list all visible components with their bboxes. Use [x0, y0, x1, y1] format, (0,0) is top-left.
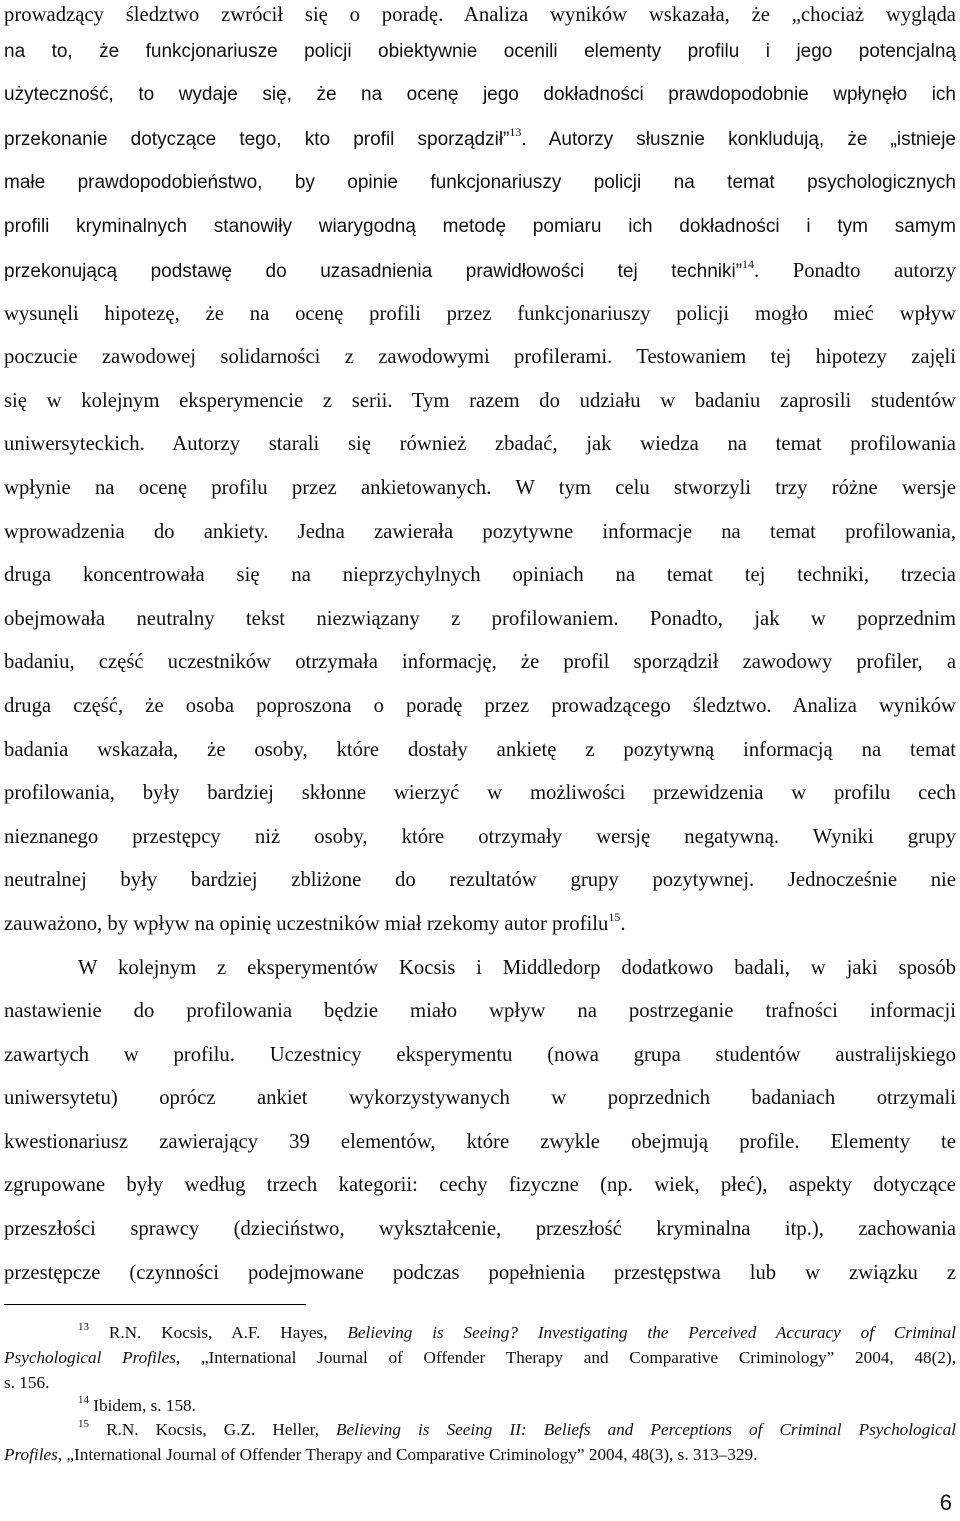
body-line: badania wskazała, że osoby, które dostały ankietę z pozytywną informacją na temat	[4, 739, 956, 761]
footnote-title: Believing is Seeing? Investigating the Perceived Accuracy of Criminal	[347, 1323, 956, 1342]
body-line: wpłynie na ocenę profilu przez ankietowanych. W tym celu stworzyli trzy różne wersje	[4, 477, 956, 499]
footnote-text: R.N. Kocsis, A.F. Hayes,	[89, 1323, 348, 1342]
footnote-ref: 15	[608, 910, 621, 925]
body-line: uniwersytetu) oprócz ankiet wykorzystywanych w poprzednich badaniach otrzymali	[4, 1087, 956, 1109]
body-line: profili kryminalnych stanowiły wiarygodną metodę pomiaru ich dokładności i tym samym	[4, 216, 956, 237]
body-line: wysunęli hipotezę, że na ocenę profili przez funkcjonariuszy policji mogło mieć wpływ	[4, 303, 956, 325]
footnote-ref: 13	[509, 125, 522, 140]
page-number: 6	[939, 1490, 952, 1515]
body-line: poczucie zawodowej solidarności z zawodowymi profilerami. Testowaniem tej hipotezy zajęli	[4, 346, 956, 368]
body-line: nieznanego przestępcy niż osoby, które otrzymały wersję negatywną. Wyniki grupy	[4, 826, 956, 848]
footnote-text: R.N. Kocsis, G.Z. Heller,	[89, 1420, 337, 1439]
body-line	[4, 256, 956, 286]
footnote-number: 13	[78, 1321, 89, 1334]
body-line: zgrupowane były według trzech kategorii: cechy fizyczne (np. wiek, płeć), aspekty dotyczące	[4, 1174, 956, 1196]
body-line: obejmowała neutralny tekst niezwiązany z profilowaniem. Ponadto, jak w poprzednim	[4, 608, 956, 630]
body-line	[4, 124, 956, 154]
body-line: badaniu, część uczestników otrzymała informację, że profil sporządził zawodowy profiler, a	[4, 651, 956, 673]
footnote-title: Psychological Profiles	[4, 1348, 176, 1367]
body-line: prowadzący śledztwo zwrócił się o poradę. Analiza wyników wskazała, że „chociaż wygląda	[4, 4, 956, 26]
body-line: druga część, że osoba poproszona o poradę przez prowadzącego śledztwo. Analiza wyników	[4, 695, 956, 717]
body-line: druga koncentrowała się na nieprzychylnych opiniach na temat tej techniki, trzecia	[4, 564, 956, 586]
footnote-13	[78, 1321, 956, 1345]
footnote-number: 14	[78, 1394, 89, 1407]
body-line: zawartych w profilu. Uczestnicy eksperymentu (nowa grupa studentów australijskiego	[4, 1044, 956, 1066]
body-line: nastawienie do profilowania będzie miało wpływ na postrzeganie trafności informacji	[4, 1000, 956, 1022]
body-line	[4, 909, 956, 939]
footnote-15-cont	[4, 1443, 956, 1467]
footnote-13-cont: s. 156.	[4, 1373, 50, 1392]
body-line: neutralnej były bardziej zbliżone do rezultatów grupy pozytywnej. Jednocześnie nie	[4, 869, 956, 891]
body-line: uniwersyteckich. Autorzy starali się również zbadać, jak wiedza na temat profilowania	[4, 433, 956, 455]
body-text: przekonanie dotyczące tego, kto profil sporządził”	[4, 129, 510, 150]
footnote-ref: 14	[742, 257, 755, 272]
footnote-text: , „International Journal of Offender Therapy and Comparative Criminology” 2004, 48(3), s. 313–329.	[57, 1445, 758, 1464]
footnote-13-cont	[4, 1346, 956, 1370]
body-line: przeszłości sprawcy (dzieciństwo, wykształcenie, przeszłość kryminalna itp.), zachowania	[4, 1218, 956, 1240]
footnote-number: 15	[78, 1418, 89, 1431]
body-line: się w kolejnym eksperymencie z serii. Tym razem do udziału w badaniu zaprosili studentów	[4, 390, 956, 412]
body-line: kwestionariusz zawierający 39 elementów, które zwykle obejmują profile. Elementy te	[4, 1131, 956, 1153]
footnote-15	[78, 1418, 956, 1442]
body-text: .	[620, 913, 626, 935]
body-line: wprowadzenia do ankiety. Jedna zawierała pozytywne informacje na temat profilowania,	[4, 521, 956, 543]
body-text: zauważono, by wpływ na opinię uczestników miał rzekomy autor profilu	[4, 913, 609, 935]
body-line: profilowania, były bardziej skłonne wierzyć w możliwości przewidzenia w profilu cech	[4, 782, 956, 804]
footnote-text: , „International Journal of Offender Therapy and Comparative Criminology” 2004, 48(2),	[175, 1348, 956, 1367]
footnote-title: Profiles	[4, 1445, 58, 1464]
body-text: przekonującą podstawę do uzasadnienia prawidłowości tej techniki”	[4, 261, 743, 282]
body-line: małe prawdopodobieństwo, by opinie funkcjonariuszy policji na temat psychologicznych	[4, 172, 956, 193]
body-text: . Autorzy słusznie konkludują, że „istnieje	[521, 129, 956, 150]
body-text: . Ponadto autorzy	[754, 260, 956, 282]
footnote-14	[78, 1394, 956, 1418]
footnote-text: Ibidem, s. 158.	[89, 1396, 196, 1415]
body-line: przestępcze (czynności podejmowane podczas popełnienia przestępstwa lub w związku z	[4, 1262, 956, 1284]
body-line: użyteczność, to wydaje się, że na ocenę jego dokładności prawdopodobnie wpłynęło ich	[4, 84, 956, 105]
body-line: W kolejnym z eksperymentów Kocsis i Middledorp dodatkowo badali, w jaki sposób	[78, 957, 956, 979]
footnote-title: Believing is Seeing II: Beliefs and Perceptions of Criminal Psychological	[336, 1420, 956, 1439]
body-line: na to, że funkcjonariusze policji obiektywnie ocenili elementy profilu i jego potencjalną	[4, 41, 956, 62]
footnote-separator	[4, 1304, 306, 1305]
